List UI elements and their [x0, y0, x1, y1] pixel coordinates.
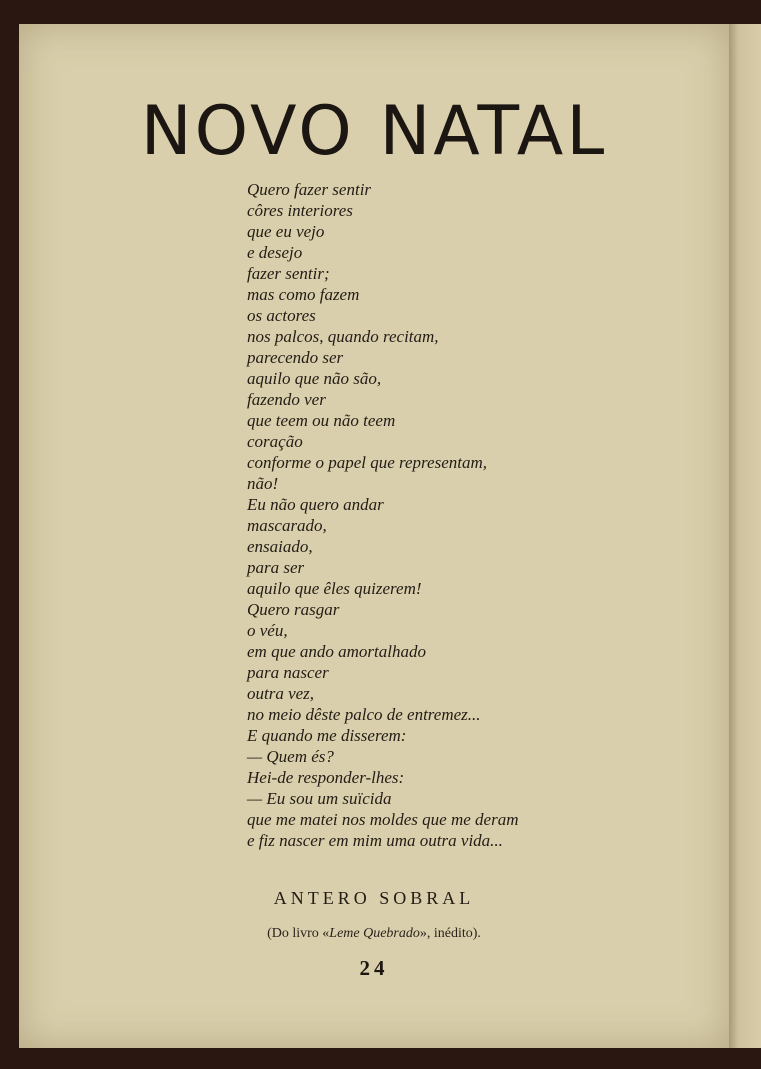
poem-line: para nascer: [247, 663, 329, 682]
poem-body: [247, 179, 518, 851]
poem-line: — Eu sou um suïcida: [247, 789, 392, 808]
poem-line: que eu vejo: [247, 222, 325, 241]
poem-line: nos palcos, quando recitam,: [247, 327, 439, 346]
next-page-edge: [729, 24, 761, 1048]
poem-line: Quero rasgar: [247, 600, 340, 619]
poem-line: e desejo: [247, 243, 303, 262]
poem-line: no meio dêste palco de entremez...: [247, 705, 481, 724]
poem-line: outra vez,: [247, 684, 315, 703]
poem-line: Eu não quero andar: [247, 495, 384, 514]
poem-line: os actores: [247, 306, 316, 325]
source-suffix: », inédito).: [419, 926, 481, 941]
poem-line: Hei-de responder-lhes:: [247, 768, 405, 787]
poem-line: parecendo ser: [247, 348, 344, 367]
poem-line: aquilo que não são,: [247, 369, 382, 388]
poem-line: Quero fazer sentir: [247, 180, 372, 199]
page-number: 24: [359, 956, 389, 980]
poem-line: mas como fazem: [247, 285, 360, 304]
poem-line: fazendo ver: [247, 390, 326, 409]
source-book-title: Leme Quebrado: [329, 926, 420, 941]
source-prefix: (Do livro «: [267, 926, 330, 941]
book-page: [19, 24, 729, 1048]
poem-line: e fiz nascer em mim uma outra vida...: [247, 831, 503, 850]
poem-line: côres interiores: [247, 201, 353, 220]
poem-line: que me matei nos moldes que me deram: [247, 810, 519, 829]
poem-line: que teem ou não teem: [247, 411, 396, 430]
poem-line: para ser: [247, 558, 305, 577]
poem-line: ensaiado,: [247, 537, 313, 556]
poem-line: fazer sentir;: [247, 264, 330, 283]
poem-line: mascarado,: [247, 516, 327, 535]
author-name: ANTERO SOBRAL: [273, 888, 475, 908]
poem-line: em que ando amortalhado: [247, 642, 426, 661]
poem-title: NOVO NATAL: [140, 92, 608, 171]
poem-line: coração: [247, 432, 303, 451]
poem-line: conforme o papel que representam,: [247, 453, 487, 472]
poem-line: E quando me disserem:: [247, 726, 407, 745]
poem-line: — Quem és?: [247, 747, 334, 766]
poem-line: o véu,: [247, 621, 288, 640]
poem-line: não!: [247, 474, 279, 493]
source-note: [19, 926, 729, 942]
poem-line: aquilo que êles quizerem!: [247, 579, 422, 598]
